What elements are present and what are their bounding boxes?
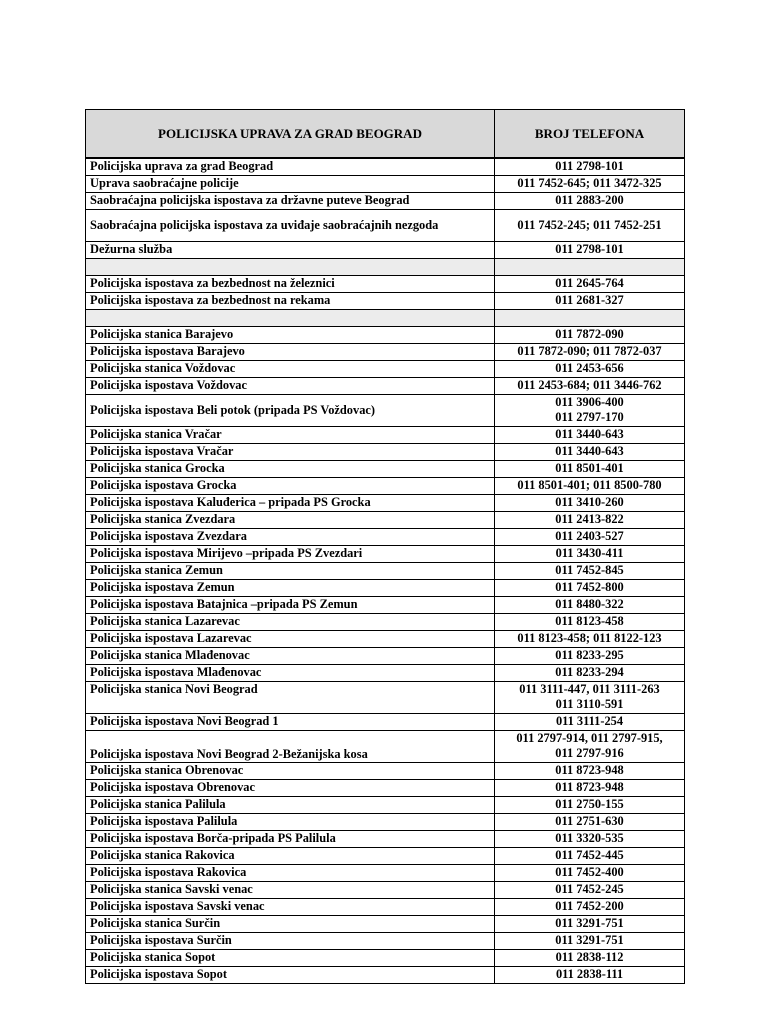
table-row [86, 630, 685, 647]
table-row [86, 813, 685, 830]
phone-number: 011 2413-822 [495, 511, 685, 528]
station-name: Policijska stanica Mlađenovac [86, 647, 495, 664]
table-row [86, 292, 685, 309]
table-row [86, 209, 685, 241]
phone-number: 011 3291-751 [495, 932, 685, 949]
station-name: Policijska ispostava za bezbednost na rekama [86, 292, 495, 309]
station-name: Policijska ispostava Obrenovac [86, 779, 495, 796]
table-row [86, 275, 685, 292]
table-row [86, 864, 685, 881]
station-name: Policijska ispostava Surčin [86, 932, 495, 949]
police-phone-table [85, 109, 685, 984]
header-police-unit: POLICIJSKA UPRAVA ZA GRAD BEOGRAD [86, 110, 495, 159]
table-row [86, 477, 685, 494]
table-row [86, 545, 685, 562]
phone-number: 011 2750-155 [495, 796, 685, 813]
phone-number: 011 7452-800 [495, 579, 685, 596]
phone-number: 011 2453-656 [495, 360, 685, 377]
phone-number: 011 3291-751 [495, 915, 685, 932]
phone-number: 011 2645-764 [495, 275, 685, 292]
table-row [86, 511, 685, 528]
table-row [86, 613, 685, 630]
phone-number [495, 309, 685, 326]
table-row [86, 898, 685, 915]
phone-number: 011 8723-948 [495, 762, 685, 779]
station-name: Policijska stanica Surčin [86, 915, 495, 932]
phone-number: 011 3440-643 [495, 426, 685, 443]
phone-number: 011 2838-111 [495, 966, 685, 983]
station-name: Policijska stanica Palilula [86, 796, 495, 813]
phone-number: 011 3440-643 [495, 443, 685, 460]
phone-number: 011 7872-090; 011 7872-037 [495, 343, 685, 360]
phone-number: 011 7872-090 [495, 326, 685, 343]
table-row [86, 326, 685, 343]
station-name: Policijska stanica Barajevo [86, 326, 495, 343]
spacer-row [86, 309, 685, 326]
phone-number: 011 3111-254 [495, 713, 685, 730]
station-name: Policijska ispostava Novi Beograd 2-Bežanijska kosa [86, 730, 495, 762]
station-name: Policijska ispostava Kaluđerica – pripada PS Grocka [86, 494, 495, 511]
station-name: Policijska ispostava Batajnica –pripada PS Zemun [86, 596, 495, 613]
station-name: Policijska stanica Rakovica [86, 847, 495, 864]
station-name: Policijska stanica Zemun [86, 562, 495, 579]
phone-number: 011 2453-684; 011 3446-762 [495, 377, 685, 394]
station-name: Policijska ispostava Savski venac [86, 898, 495, 915]
table-row [86, 915, 685, 932]
station-name: Policijska ispostava Voždovac [86, 377, 495, 394]
phone-number: 011 8480-322 [495, 596, 685, 613]
phone-number: 011 3111-447, 011 3111-263 011 3110-591 [495, 681, 685, 713]
table-row [86, 779, 685, 796]
table-row [86, 596, 685, 613]
table-row [86, 394, 685, 426]
phone-number: 011 8723-948 [495, 779, 685, 796]
station-name: Policijska stanica Grocka [86, 460, 495, 477]
table-row [86, 158, 685, 175]
station-name: Policijska ispostava Barajevo [86, 343, 495, 360]
station-name: Policijska ispostava Zemun [86, 579, 495, 596]
station-name: Policijska stanica Savski venac [86, 881, 495, 898]
table-row [86, 562, 685, 579]
phone-number: 011 8233-294 [495, 664, 685, 681]
phone-number: 011 7452-245 [495, 881, 685, 898]
station-name: Policijska ispostava Zvezdara [86, 528, 495, 545]
phone-number: 011 7452-245; 011 7452-251 [495, 209, 685, 241]
station-name: Policijska ispostava Borča-pripada PS Palilula [86, 830, 495, 847]
header-phone-number: BROJ TELEFONA [495, 110, 685, 159]
table-row [86, 426, 685, 443]
phone-number: 011 7452-400 [495, 864, 685, 881]
station-name: Dežurna služba [86, 241, 495, 258]
phone-number: 011 2838-112 [495, 949, 685, 966]
table-row [86, 847, 685, 864]
table-row [86, 192, 685, 209]
station-name: Policijska ispostava Mirijevo –pripada PS Zvezdari [86, 545, 495, 562]
station-name: Policijska stanica Sopot [86, 949, 495, 966]
station-name: Policijska ispostava Mlađenovac [86, 664, 495, 681]
station-name: Policijska ispostava Lazarevac [86, 630, 495, 647]
station-name: Policijska ispostava za bezbednost na železnici [86, 275, 495, 292]
table-row [86, 647, 685, 664]
station-name: Policijska stanica Vračar [86, 426, 495, 443]
station-name: Policijska ispostava Rakovica [86, 864, 495, 881]
table-row [86, 949, 685, 966]
table-row [86, 932, 685, 949]
station-name: Policijska stanica Novi Beograd [86, 681, 495, 713]
table-row [86, 830, 685, 847]
table-row [86, 494, 685, 511]
table-row [86, 175, 685, 192]
table-header-row [86, 110, 685, 159]
station-name: Policijska stanica Zvezdara [86, 511, 495, 528]
phone-number [495, 258, 685, 275]
phone-number: 011 8501-401; 011 8500-780 [495, 477, 685, 494]
table-row [86, 664, 685, 681]
station-name: Policijska ispostava Palilula [86, 813, 495, 830]
table-row [86, 881, 685, 898]
station-name: Policijska ispostava Vračar [86, 443, 495, 460]
table-row [86, 460, 685, 477]
table-row [86, 730, 685, 762]
phone-number: 011 7452-200 [495, 898, 685, 915]
station-name: Policijska stanica Voždovac [86, 360, 495, 377]
table-row [86, 713, 685, 730]
station-name: Saobraćajna policijska ispostava za uviđaje saobraćajnih nezgoda [86, 209, 495, 241]
phone-number: 011 8501-401 [495, 460, 685, 477]
station-name [86, 258, 495, 275]
table-body [86, 158, 685, 983]
phone-number: 011 2403-527 [495, 528, 685, 545]
phone-number: 011 3906-400 011 2797-170 [495, 394, 685, 426]
table-row [86, 443, 685, 460]
phone-number: 011 8233-295 [495, 647, 685, 664]
table-row [86, 343, 685, 360]
phone-number: 011 7452-645; 011 3472-325 [495, 175, 685, 192]
station-name: Saobraćajna policijska ispostava za državne puteve Beograd [86, 192, 495, 209]
table-row [86, 966, 685, 983]
spacer-row [86, 258, 685, 275]
phone-number: 011 3320-535 [495, 830, 685, 847]
phone-number: 011 2751-630 [495, 813, 685, 830]
phone-number: 011 8123-458; 011 8122-123 [495, 630, 685, 647]
phone-number: 011 7452-445 [495, 847, 685, 864]
table-row [86, 579, 685, 596]
table-row [86, 762, 685, 779]
phone-number: 011 3410-260 [495, 494, 685, 511]
station-name: Policijska ispostava Beli potok (pripada PS Voždovac) [86, 394, 495, 426]
phone-number: 011 8123-458 [495, 613, 685, 630]
station-name: Policijska uprava za grad Beograd [86, 158, 495, 175]
phone-number: 011 3430-411 [495, 545, 685, 562]
phone-number: 011 2681-327 [495, 292, 685, 309]
phone-number: 011 2798-101 [495, 158, 685, 175]
station-name [86, 309, 495, 326]
station-name: Policijska ispostava Sopot [86, 966, 495, 983]
phone-number: 011 7452-845 [495, 562, 685, 579]
table-row [86, 241, 685, 258]
station-name: Policijska stanica Lazarevac [86, 613, 495, 630]
station-name: Policijska ispostava Novi Beograd 1 [86, 713, 495, 730]
station-name: Uprava saobraćajne policije [86, 175, 495, 192]
table-row [86, 528, 685, 545]
phone-number: 011 2797-914, 011 2797-915, 011 2797-916 [495, 730, 685, 762]
table-row [86, 377, 685, 394]
table-row [86, 360, 685, 377]
station-name: Policijska stanica Obrenovac [86, 762, 495, 779]
table-row [86, 796, 685, 813]
table-row [86, 681, 685, 713]
phone-number: 011 2883-200 [495, 192, 685, 209]
phone-number: 011 2798-101 [495, 241, 685, 258]
station-name: Policijska ispostava Grocka [86, 477, 495, 494]
